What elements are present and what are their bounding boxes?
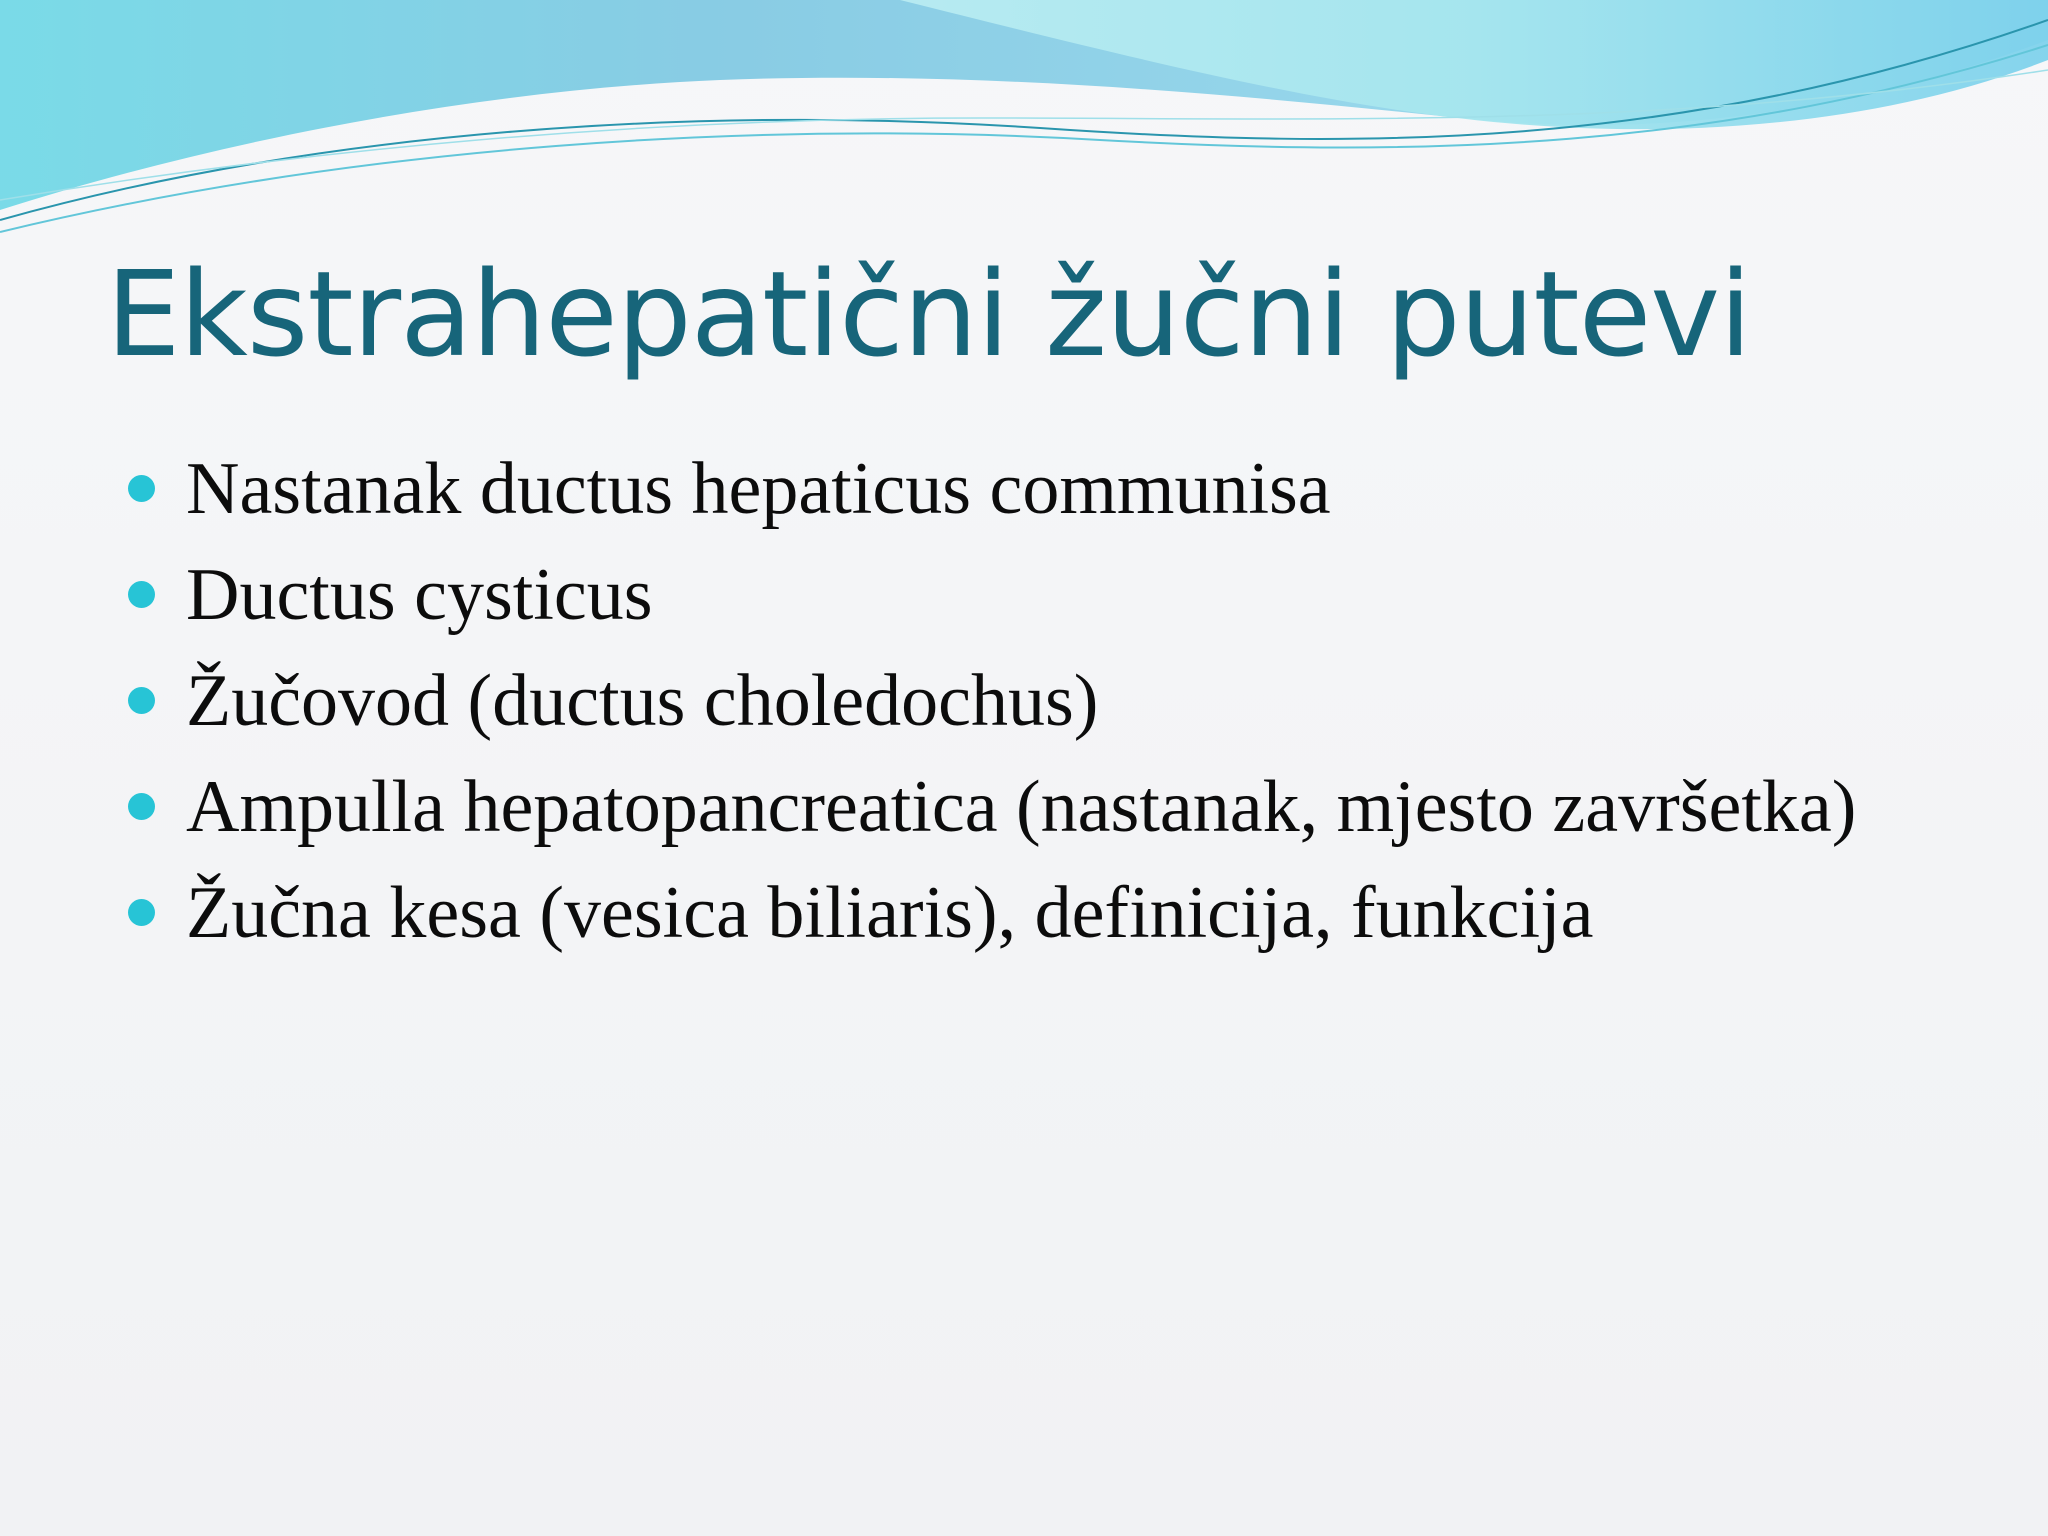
bullet-dot-icon [128,581,155,608]
bullet-dot-icon [128,793,155,820]
bullet-text: Ductus cysticus [186,554,653,636]
bullet-item [126,445,1946,533]
bullet-item [126,869,1946,957]
bullet-list [126,445,1946,975]
bullet-text: Ampulla hepatopancreatica (nastanak, mjesto završetka) [186,766,1857,848]
bullet-text: Žučovod (ductus choledochus) [186,660,1099,742]
slide-title: Ekstrahepatični žučni putevi [106,245,1751,383]
bullet-dot-icon [128,475,155,502]
bullet-item [126,763,1946,851]
decorative-wave-header [0,0,2048,260]
bullet-dot-icon [128,899,155,926]
bullet-dot-icon [128,687,155,714]
bullet-item [126,551,1946,639]
bullet-text: Nastanak ductus hepaticus communisa [186,448,1331,530]
bullet-item [126,657,1946,745]
bullet-text: Žučna kesa (vesica biliaris), definicija, funkcija [186,872,1594,954]
